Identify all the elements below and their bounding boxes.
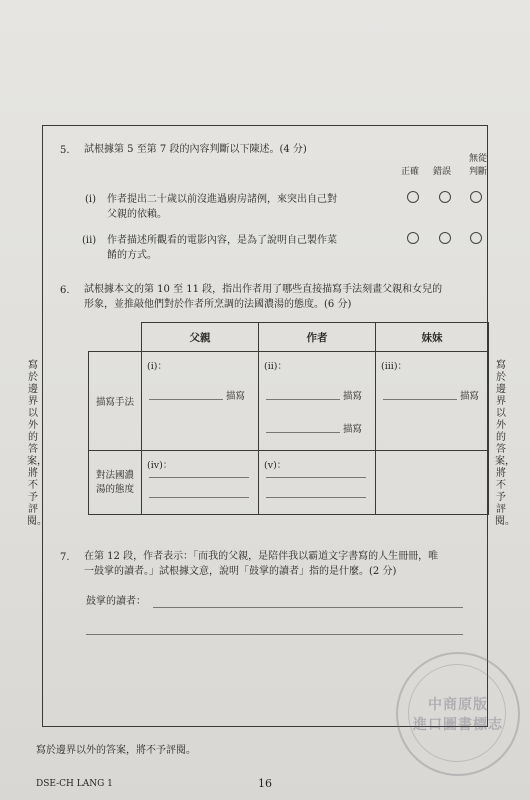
q7-answer-line-1[interactable] — [153, 607, 463, 608]
cell-i-label: (i)： — [147, 361, 167, 372]
suffix-label: 描寫 — [343, 391, 363, 402]
answer-line[interactable] — [149, 497, 249, 498]
left-margin-note: 寫於邊界以外的答案，將不予評閱。 — [27, 360, 47, 527]
page-number: 16 — [258, 777, 272, 790]
q7-prompt-line1: 在第 12 段，作者表示：「而我的父親，是陪伴我以霸道文字書寫的人生冊冊，唯 — [84, 551, 439, 562]
q5-header-wrong: 錯誤 — [433, 167, 452, 177]
row-label-techniques — [89, 352, 142, 451]
q5-item-i-line2: 父親的依賴。 — [107, 209, 167, 220]
q5-header-unknown-bottom: 判斷 — [469, 167, 488, 177]
q6-number: 6. — [60, 285, 70, 296]
answer-line[interactable] — [266, 477, 366, 478]
cell-author-technique[interactable] — [259, 352, 376, 451]
q5-item-i-line1: 作者提出二十歲以前沒進過廚房諸例，來突出自己對 — [107, 194, 337, 205]
q7-answer-line-2[interactable] — [86, 634, 463, 635]
paper-code: DSE-CH LANG 1 — [36, 779, 113, 789]
answer-line[interactable] — [266, 432, 340, 433]
row-label-attitude-line1: 對法國濃 — [95, 469, 134, 481]
q5-item-ii-line1: 作者描述所觀看的電影內容，是為了說明自己製作菜 — [107, 235, 337, 246]
answer-line[interactable] — [383, 399, 457, 400]
q5-item-ii-label: (ii) — [82, 235, 97, 246]
col-header-author: 作者 — [259, 323, 376, 352]
stamp-line2: 進口圖書標志 — [413, 717, 503, 733]
q5-ii-correct-option[interactable] — [407, 232, 419, 244]
import-watermark-stamp — [396, 652, 520, 776]
row-label-techniques-text: 描寫手法 — [95, 397, 134, 408]
q7-answer-label: 鼓掌的讀者： — [86, 596, 146, 607]
answer-line[interactable] — [266, 497, 366, 498]
table-corner — [89, 323, 142, 352]
answer-line[interactable] — [149, 477, 249, 478]
q5-header-correct: 正確 — [401, 167, 420, 177]
q5-ii-wrong-option[interactable] — [439, 232, 451, 244]
cell-father-technique[interactable] — [142, 352, 259, 451]
bottom-boundary-note: 寫於邊界以外的答案，將不予評閱。 — [36, 745, 196, 756]
answer-line[interactable] — [266, 399, 340, 400]
cell-sister-technique[interactable] — [376, 352, 489, 451]
q6-prompt-line2: 形象，並推敲他們對於作者所烹調的法國濃湯的態度。(6 分) — [84, 299, 352, 310]
cell-iv-label: (iv)： — [147, 460, 173, 471]
q5-item-i-label: (i) — [85, 194, 97, 205]
cell-ii-label: (ii)： — [264, 361, 287, 372]
q5-number: 5. — [60, 145, 70, 156]
cell-sister-attitude-blank — [376, 451, 489, 515]
cell-father-attitude[interactable] — [142, 451, 259, 515]
row-label-attitude — [89, 451, 142, 515]
right-margin-note: 寫於邊界以外的答案，將不予評閱。 — [495, 360, 515, 527]
suffix-label: 描寫 — [343, 424, 363, 435]
suffix-label: 描寫 — [460, 391, 480, 402]
suffix-label: 描寫 — [226, 391, 246, 402]
q6-prompt-line1: 試根據本文的第 10 至 11 段，指出作者用了哪些直接描寫手法刻畫父親和女兒的 — [84, 284, 443, 295]
q6-answer-table — [88, 322, 489, 515]
cell-iii-label: (iii)： — [381, 361, 408, 372]
q5-header-unknown-top: 無從 — [469, 154, 488, 164]
stamp-line1: 中商原版 — [428, 697, 488, 713]
q5-ii-unknown-option[interactable] — [470, 232, 482, 244]
col-header-father: 父親 — [142, 323, 259, 352]
q5-prompt: 試根據第 5 至第 7 段的內容判斷以下陳述。(4 分) — [84, 144, 307, 155]
cell-v-label: (v)： — [264, 460, 287, 471]
q5-i-unknown-option[interactable] — [470, 191, 482, 203]
row-label-attitude-line2: 湯的態度 — [95, 483, 134, 495]
q7-prompt-line2: 一鼓掌的讀者。」試根據文意，說明「鼓掌的讀者」指的是什麼。(2 分) — [84, 566, 397, 577]
cell-author-attitude[interactable] — [259, 451, 376, 515]
q5-item-ii-line2: 餚的方式。 — [107, 250, 157, 261]
q5-i-wrong-option[interactable] — [439, 191, 451, 203]
q5-i-correct-option[interactable] — [407, 191, 419, 203]
col-header-sister: 妹妹 — [376, 323, 489, 352]
answer-line[interactable] — [149, 399, 223, 400]
q7-number: 7. — [60, 552, 70, 563]
